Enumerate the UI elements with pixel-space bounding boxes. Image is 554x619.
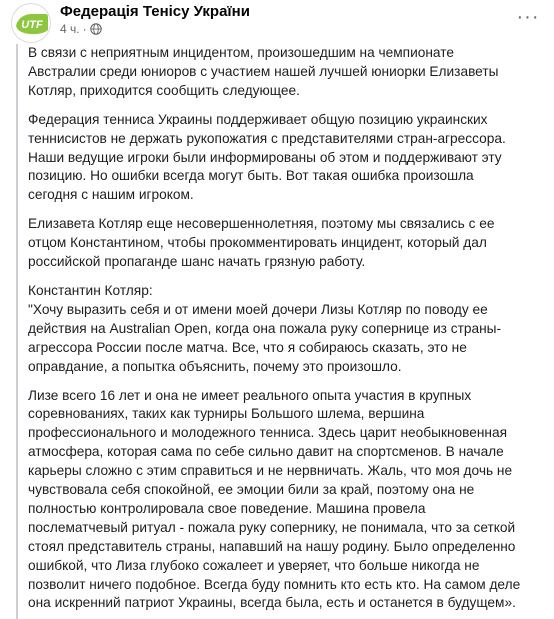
post-paragraph-4: Константин Котляр: "Хочу выразить себя и от имени моей дочери Лизы Котляр по поводу ее действия на Australian Open, когда она пожала руку сопернице из страны- агрессора России после матча. Все, что я собираюсь сказать, это не оправдание, а попытка объяснить, почему это произошло.: [28, 282, 502, 374]
meta-separator: ·: [82, 22, 87, 36]
post-paragraph-3: Елизавета Котляр еще несовершеннолетняя, поэтому мы связались с ее отцом Константином, чтобы прокомментировать инцидент, который дал российской пропаганде шанс начать грязную работу.: [28, 216, 495, 270]
more-options-icon: ···: [516, 6, 540, 28]
post-paragraph-1: В связи с неприятным инцидентом, произошедшим на чемпионате Австралии среди юниоров с участием нашей лучшей юниорки Елизаветы Котляр, приходится сообщить следующее.: [28, 45, 499, 98]
post-body: [16, 44, 548, 619]
post-timestamp[interactable]: 4 ч.: [60, 22, 80, 36]
globe-icon: [90, 23, 102, 35]
more-options-button[interactable]: [510, 6, 546, 36]
post-header: [0, 0, 554, 44]
avatar-logo-text: UTF: [21, 19, 43, 31]
post-paragraph-2: Федерация тенниса Украины поддерживает общую позицию украинских теннисистов не держать рукопожатия с представителями стран-агрессора. Наши ведущие игроки были информированы об этом и поддерживают эту позицию. Но ошибки всегда могут быть. Вот такая ошибка произошла сегодня с нашим игроком.: [28, 111, 506, 203]
page-avatar[interactable]: [11, 3, 51, 43]
post-meta: [60, 22, 102, 36]
page-name-link[interactable]: Федерація Тенісу України: [60, 3, 250, 20]
post-paragraph-5: Лизе всего 16 лет и она не имеет реального опыта участия в крупных соревнованиях, таких как турниры Большого шлема, вершина профессионального и молодежного тенниса. Здесь царит необыкновенная атмосфера, которая сама по себе сильно давит на спортсменов. В начале карьеры сложно с этим справиться и не нервничать. Жаль, что моя дочь не чувствовала себя спокойной, ее эмоции били за край, поэтому она не полностью контролировала свое поведение. Машина провела послематчевый ритуал - пожала руку сопернику, не понимала, что за сеткой стоял представитель страны, напавший на нашу родину. Было определенно ошибкой, что Лиза глубоко сожалеет и уверяет, что больше никогда не позволит ничего подобное. Всегда буду помнить кто есть кто. На самом деле она искренний патриот Украины, всегда была, есть и останется в будущем».: [28, 387, 521, 611]
utf-logo-icon: [12, 4, 51, 43]
